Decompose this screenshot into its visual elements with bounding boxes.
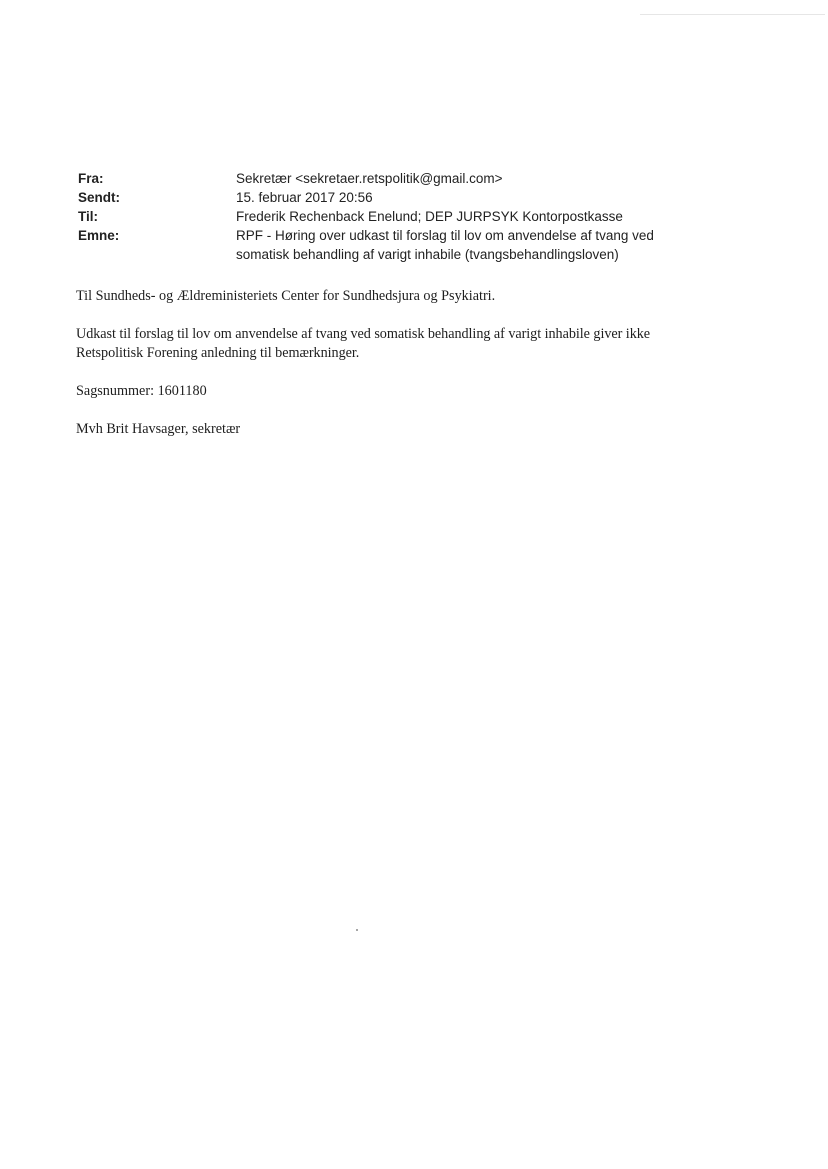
subject-label: Emne: xyxy=(78,228,120,243)
to-value: Frederik Rechenback Enelund; DEP JURPSYK Kontorpostkasse xyxy=(236,209,623,224)
subject-value xyxy=(236,226,778,264)
header-row-from xyxy=(78,169,778,188)
header-row-to xyxy=(78,207,778,226)
body-paragraph-line-1: Udkast til forslag til lov om anvendelse af tvang ved somatisk behandling af varigt inhabile giver ikke xyxy=(76,326,651,342)
salutation: Til Sundheds- og Ældreministeriets Center for Sundhedsjura og Psykiatri. xyxy=(76,288,496,304)
subject-line-2: somatisk behandling af varigt inhabile (tvangsbehandlingsloven) xyxy=(236,247,619,262)
header-row-subject xyxy=(78,226,778,264)
from-label: Fra: xyxy=(78,171,104,186)
from-value: Sekretær <sekretaer.retspolitik@gmail.com> xyxy=(236,171,503,186)
sent-label: Sendt: xyxy=(78,190,120,205)
scan-artifact-line xyxy=(640,14,825,15)
email-body xyxy=(76,287,776,458)
body-paragraph-line-2: Retspolitisk Forening anledning til bemærkninger. xyxy=(76,345,360,361)
case-number: Sagsnummer: 1601180 xyxy=(76,383,207,399)
sent-value: 15. februar 2017 20:56 xyxy=(236,190,373,205)
scan-artifact-dot xyxy=(356,929,358,931)
email-header xyxy=(78,169,778,264)
header-row-sent xyxy=(78,188,778,207)
body-paragraph xyxy=(76,325,776,363)
subject-line-1: RPF - Høring over udkast til forslag til lov om anvendelse af tvang ved xyxy=(236,228,654,243)
to-label: Til: xyxy=(78,209,98,224)
signature: Mvh Brit Havsager, sekretær xyxy=(76,421,241,437)
